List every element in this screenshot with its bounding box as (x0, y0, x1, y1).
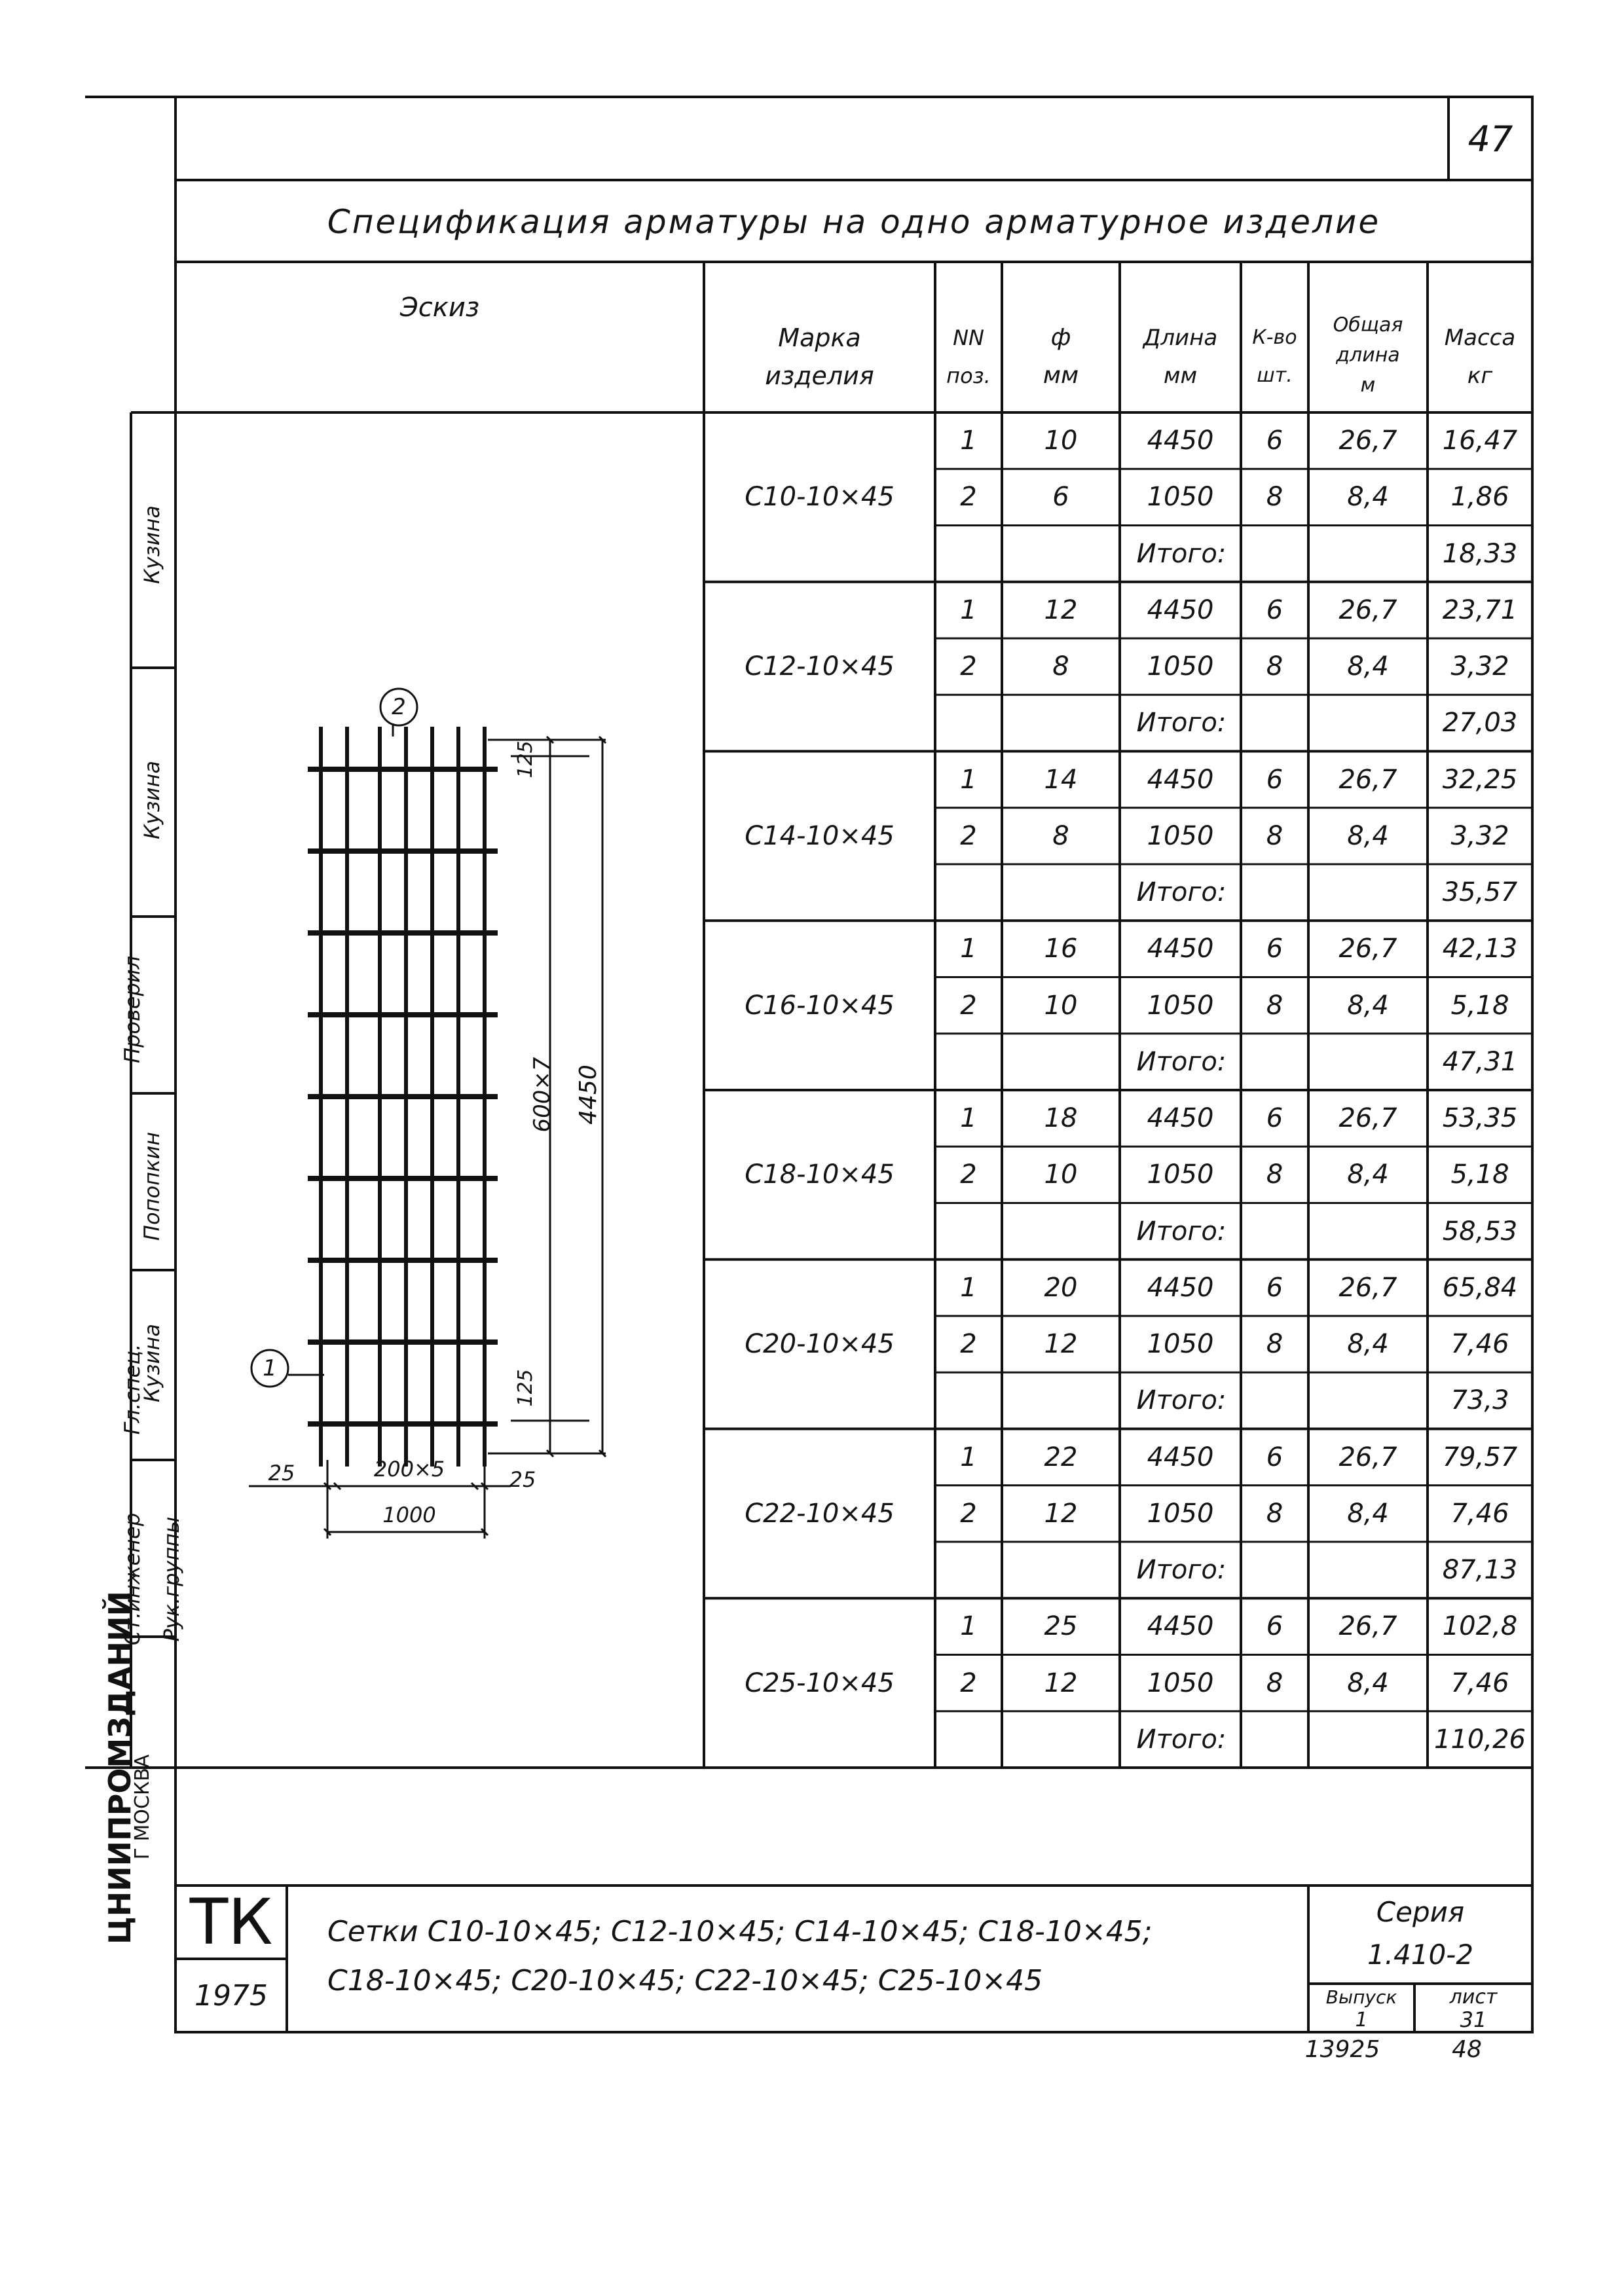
cell-pos1-tl: 26,7 (1338, 594, 1397, 625)
cell-pos1-q: 6 (1266, 426, 1283, 456)
cell-pos2-q: 8 (1266, 1498, 1283, 1529)
cell-pos2-tl: 8,4 (1347, 651, 1389, 682)
cell-pos1-tl: 26,7 (1338, 934, 1397, 964)
row-mark: С22-10×45 (745, 1498, 895, 1529)
cell-pos2-l: 1050 (1147, 1329, 1214, 1360)
row-mark: С10-10×45 (745, 482, 895, 513)
cell-pos2-tl: 8,4 (1347, 1159, 1389, 1190)
cell-pos1-n: 1 (960, 1611, 977, 1642)
header-total-length (1308, 301, 1428, 409)
cell-pos1-l: 4450 (1147, 1272, 1214, 1303)
cell-pos1-d: 14 (1044, 764, 1078, 795)
cell-pos1-q: 6 (1266, 1103, 1283, 1134)
cell-pos2-tl: 8,4 (1347, 820, 1389, 851)
cell-pos1-n: 1 (960, 1442, 977, 1472)
cell-pos1-n: 1 (960, 1272, 977, 1303)
cell-pos2-q: 8 (1266, 820, 1283, 851)
cell-pos2-n: 2 (960, 1329, 977, 1360)
row-mark: С16-10×45 (745, 990, 895, 1021)
cell-pos1-l: 4450 (1147, 764, 1214, 795)
row-total-label: Итого: (1136, 1046, 1227, 1077)
series-label: Серия (1376, 1895, 1465, 1928)
cell-pos1-d: 18 (1044, 1103, 1078, 1134)
issue-value: 1 (1355, 2008, 1368, 2032)
cell-pos2-l: 1050 (1147, 1667, 1214, 1698)
header-qty-line2: шт. (1257, 364, 1293, 387)
cell-pos1-n: 1 (960, 594, 977, 625)
header-qty-line1: К-во (1252, 326, 1297, 349)
cell-pos2-l: 1050 (1147, 1159, 1214, 1190)
header-mark (704, 308, 935, 406)
cell-pos2-m: 7,46 (1450, 1329, 1509, 1360)
sketch-dim-top: 125 (514, 740, 537, 778)
side-stamp-role-2: Рук.группы (159, 1516, 184, 1642)
row-total-label: Итого: (1136, 1385, 1227, 1416)
cell-pos2-q: 8 (1266, 482, 1283, 513)
cell-pos1-d: 22 (1044, 1442, 1078, 1472)
cell-pos1-m: 79,57 (1442, 1442, 1518, 1472)
cell-pos2-n: 2 (960, 482, 977, 513)
header-total-length-line3: м (1360, 373, 1376, 397)
cell-pos2-tl: 8,4 (1347, 990, 1389, 1021)
cell-pos2-n: 2 (960, 1667, 977, 1698)
sketch-dim-right: 25 (509, 1467, 536, 1492)
cell-pos1-d: 10 (1044, 426, 1078, 456)
cell-pos1-q: 6 (1266, 594, 1283, 625)
side-stamp-role-3: Гл.спец. (120, 1343, 145, 1435)
row-total-label: Итого: (1136, 1216, 1227, 1247)
cell-pos1-d: 25 (1044, 1611, 1078, 1642)
cell-pos1-tl: 26,7 (1338, 1272, 1397, 1303)
row-total-value: 110,26 (1434, 1724, 1526, 1755)
row-total-value: 27,03 (1442, 708, 1518, 738)
cell-pos2-l: 1050 (1147, 820, 1214, 851)
sketch-dim-span: 600×7 (529, 1057, 555, 1133)
header-mass-line2: кг (1467, 363, 1493, 389)
row-total-value: 58,53 (1442, 1216, 1518, 1247)
sketch-dim-bottom: 125 (514, 1369, 537, 1407)
title-block-year: 1975 (194, 1978, 268, 2013)
cell-pos1-tl: 26,7 (1338, 764, 1397, 795)
cell-pos2-d: 12 (1044, 1498, 1078, 1529)
header-dia (1002, 308, 1120, 406)
page-title: Спецификация арматуры на одно арматурное изделие (327, 203, 1381, 241)
row-total-value: 87,13 (1442, 1555, 1518, 1586)
row-total-label: Итого: (1136, 538, 1227, 569)
cell-pos1-q: 6 (1266, 1272, 1283, 1303)
cell-pos1-m: 102,8 (1442, 1611, 1518, 1642)
cell-pos1-tl: 26,7 (1338, 1442, 1397, 1472)
cell-pos2-m: 3,32 (1450, 651, 1509, 682)
header-length-line1: Длина (1143, 325, 1218, 351)
side-stamp-name-4: Кузина (139, 1324, 164, 1402)
cell-pos2-d: 12 (1044, 1667, 1078, 1698)
row-mark: С12-10×45 (745, 651, 895, 682)
header-mass-line1: Масса (1444, 325, 1516, 351)
cell-pos2-d: 8 (1052, 820, 1069, 851)
sketch-pos1-label: 1 (263, 1355, 277, 1381)
cell-pos1-n: 1 (960, 764, 977, 795)
cell-pos2-n: 2 (960, 1159, 977, 1190)
title-block-desc-line1: Сетки С10-10×45; С12-10×45; С14-10×45; С18-10×45; (327, 1915, 1153, 1948)
row-mark: С20-10×45 (745, 1329, 895, 1360)
cell-pos2-d: 8 (1052, 651, 1069, 682)
title-block-desc-line2: С18-10×45; С20-10×45; С22-10×45; С25-10×45 (327, 1964, 1043, 1997)
cell-pos1-q: 6 (1266, 1611, 1283, 1642)
row-total-label: Итого: (1136, 708, 1227, 738)
header-dia-line2: мм (1043, 362, 1079, 389)
cell-pos1-n: 1 (960, 426, 977, 456)
cell-pos2-q: 8 (1266, 1159, 1283, 1190)
header-pos-line2: поз. (946, 363, 991, 388)
cell-pos1-q: 6 (1266, 764, 1283, 795)
cell-pos1-m: 16,47 (1442, 426, 1518, 456)
sketch-dim-left: 25 (268, 1461, 295, 1485)
cell-pos1-m: 53,35 (1442, 1103, 1518, 1134)
cell-pos2-m: 7,46 (1450, 1667, 1509, 1698)
cell-pos2-d: 12 (1044, 1329, 1078, 1360)
cell-pos1-d: 16 (1044, 934, 1078, 964)
sketch-pos2-label: 2 (392, 694, 406, 720)
cell-pos1-l: 4450 (1147, 1103, 1214, 1134)
cell-pos2-tl: 8,4 (1347, 1498, 1389, 1529)
header-mark-line2: изделия (765, 361, 874, 390)
sketch-dim-width-total: 1000 (382, 1503, 436, 1527)
row-total-label: Итого: (1136, 877, 1227, 908)
cell-pos1-l: 4450 (1147, 594, 1214, 625)
cell-pos2-n: 2 (960, 820, 977, 851)
cell-pos1-tl: 26,7 (1338, 426, 1397, 456)
cell-pos2-l: 1050 (1147, 1498, 1214, 1529)
cell-pos1-d: 12 (1044, 594, 1078, 625)
header-pos-line1: NN (953, 325, 984, 350)
side-stamp-name-1: Попопкин (139, 1131, 164, 1241)
cell-pos1-m: 42,13 (1442, 934, 1518, 964)
side-stamp-role-4: Проверил (120, 955, 145, 1064)
cell-pos2-d: 6 (1052, 482, 1069, 513)
sheet-label: лист (1449, 1985, 1498, 2009)
header-mark-line1: Марка (778, 323, 861, 352)
cell-pos2-m: 5,18 (1450, 990, 1509, 1021)
cell-pos2-m: 7,46 (1450, 1498, 1509, 1529)
cell-pos2-l: 1050 (1147, 990, 1214, 1021)
side-stamp-name-2: Кузина (139, 761, 164, 839)
cell-pos1-m: 65,84 (1442, 1272, 1518, 1303)
cell-pos2-l: 1050 (1147, 651, 1214, 682)
side-stamp-name-3: Кузина (139, 505, 164, 584)
header-length (1120, 308, 1241, 406)
header-total-length-line2: длина (1336, 343, 1400, 367)
issue-label: Выпуск (1325, 1986, 1397, 2008)
row-total-value: 47,31 (1442, 1046, 1518, 1077)
cell-pos2-n: 2 (960, 651, 977, 682)
cell-pos2-m: 1,86 (1450, 482, 1509, 513)
row-total-label: Итого: (1136, 1555, 1227, 1586)
header-qty (1241, 308, 1308, 406)
side-stamp-city: Г МОСКВА (131, 1754, 154, 1860)
cell-pos2-n: 2 (960, 1498, 977, 1529)
cell-pos2-q: 8 (1266, 651, 1283, 682)
cell-pos2-q: 8 (1266, 1667, 1283, 1698)
side-stamp-org: ЦНИИПРОМЗДАНИЙ (102, 1590, 138, 1944)
cell-pos2-tl: 8,4 (1347, 1667, 1389, 1698)
header-total-length-line1: Общая (1333, 313, 1403, 337)
header-dia-line1: ф (1050, 324, 1071, 351)
cell-pos2-tl: 8,4 (1347, 482, 1389, 513)
cell-pos2-d: 10 (1044, 1159, 1078, 1190)
series-value: 1.410-2 (1367, 1938, 1474, 1971)
row-mark: С25-10×45 (745, 1667, 895, 1698)
cell-pos1-n: 1 (960, 934, 977, 964)
cell-pos2-m: 5,18 (1450, 1159, 1509, 1190)
row-total-label: Итого: (1136, 1724, 1227, 1755)
cell-pos1-q: 6 (1266, 934, 1283, 964)
cell-pos1-m: 23,71 (1442, 594, 1518, 625)
cell-pos2-q: 8 (1266, 990, 1283, 1021)
cell-pos1-m: 32,25 (1442, 764, 1518, 795)
cell-pos1-l: 4450 (1147, 426, 1214, 456)
cell-pos2-m: 3,32 (1450, 820, 1509, 851)
header-mass (1428, 308, 1532, 406)
cell-pos1-tl: 26,7 (1338, 1103, 1397, 1134)
inventory-number: 13925 (1304, 2035, 1380, 2063)
cell-pos2-q: 8 (1266, 1329, 1283, 1360)
sheet-value: 31 (1460, 2007, 1487, 2032)
row-total-value: 73,3 (1450, 1385, 1509, 1416)
cell-pos1-d: 20 (1044, 1272, 1078, 1303)
cell-pos1-n: 1 (960, 1103, 977, 1134)
cell-pos2-l: 1050 (1147, 482, 1214, 513)
title-block-code: ТК (189, 1886, 273, 1959)
page-footer-number: 48 (1452, 2035, 1482, 2063)
cell-pos1-tl: 26,7 (1338, 1611, 1397, 1642)
cell-pos2-tl: 8,4 (1347, 1329, 1389, 1360)
side-stamp-role-1: Ст.инженер (120, 1512, 145, 1646)
page-number: 47 (1467, 118, 1513, 160)
header-pos (935, 308, 1002, 406)
header-sketch: Эскиз (399, 293, 480, 323)
cell-pos1-l: 4450 (1147, 1611, 1214, 1642)
cell-pos1-q: 6 (1266, 1442, 1283, 1472)
row-total-value: 35,57 (1442, 877, 1518, 908)
row-total-value: 18,33 (1442, 538, 1518, 569)
row-mark: С18-10×45 (745, 1159, 895, 1190)
cell-pos1-l: 4450 (1147, 934, 1214, 964)
sketch-dim-width-span: 200×5 (373, 1457, 445, 1482)
cell-pos1-l: 4450 (1147, 1442, 1214, 1472)
header-length-line2: мм (1163, 363, 1198, 389)
row-mark: С14-10×45 (745, 820, 895, 851)
cell-pos2-n: 2 (960, 990, 977, 1021)
cell-pos2-d: 10 (1044, 990, 1078, 1021)
sketch-dim-total: 4450 (575, 1065, 602, 1125)
